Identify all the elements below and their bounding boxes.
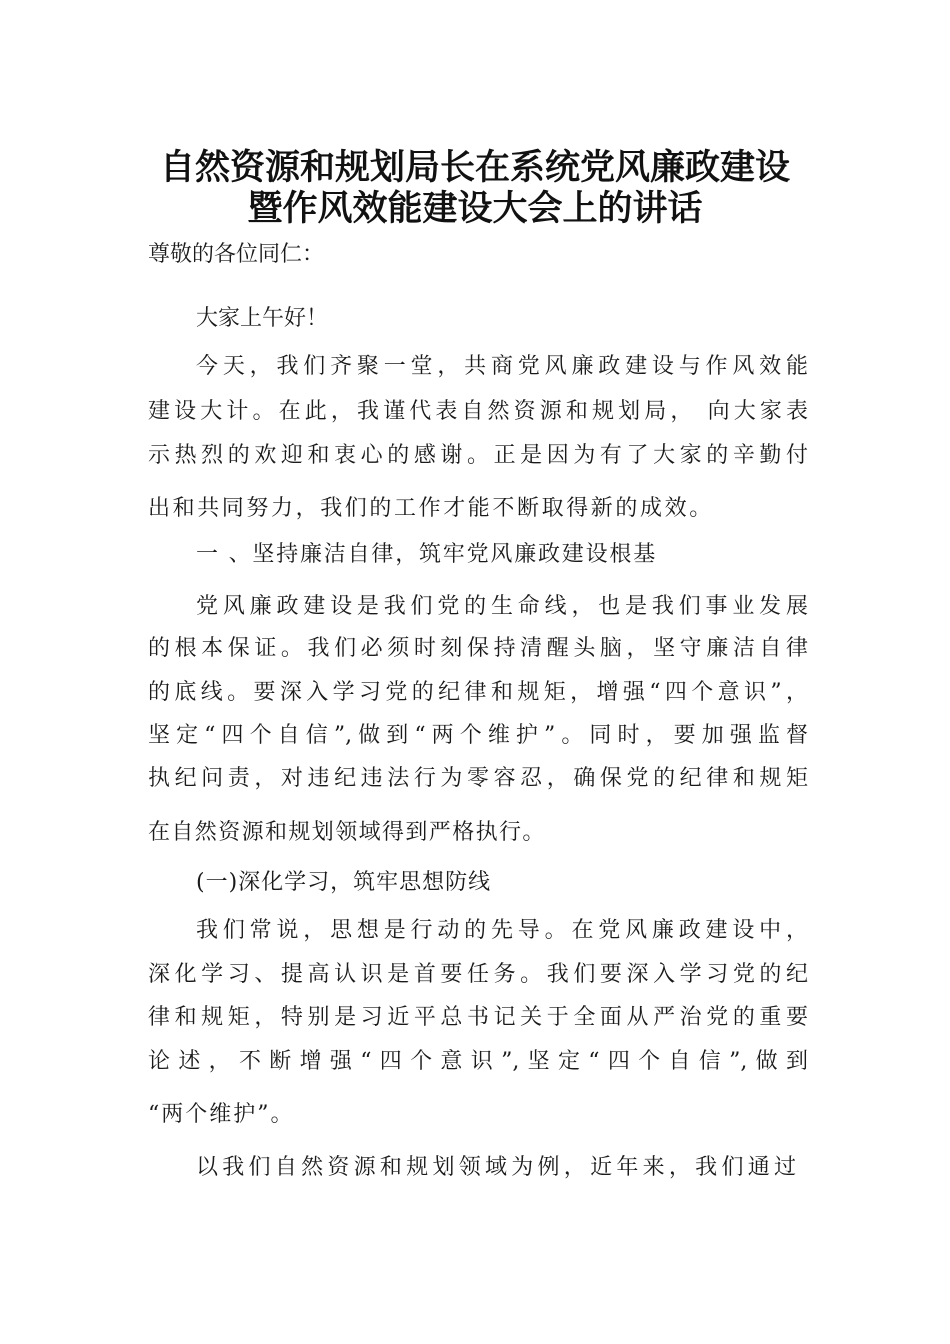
paragraph-1-line-1: 今天，我们齐聚一堂，共商党风廉政建设与作风效能 <box>196 354 808 379</box>
paragraph-2-line-6: 在自然资源和规划领域得到严格执行。 <box>148 820 546 845</box>
document-title-line-2: 暨作风效能建设大会上的讲话 <box>247 189 703 229</box>
document-title-line-1: 自然资源和规划局长在系统党风廉政建设 <box>159 148 790 188</box>
paragraph-3-line-1: 我们常说，思想是行动的先导。在党风廉政建设中， <box>196 918 808 943</box>
paragraph-1-line-2: 建设大计。在此，我谨代表自然资源和规划局， 向大家表 <box>148 399 808 424</box>
paragraph-4-line-1: 以我们自然资源和规划领域为例，近年来，我们通过 <box>196 1155 796 1180</box>
section-heading-2: (一)深化学习，筑牢思想防线 <box>196 870 492 895</box>
paragraph-2-line-5: 执纪问责，对违纪违法行为零容忍，确保党的纪律和规矩 <box>148 766 808 791</box>
section-heading-1: 一 、坚持廉洁自律，筑牢党风廉政建设根基 <box>196 542 657 567</box>
paragraph-2-line-2: 的根本保证。我们必须时刻保持清醒头脑，坚守廉洁自律 <box>148 636 808 661</box>
paragraph-2-line-3: 的底线。要深入学习党的纪律和规矩，增强“四个意识”， <box>148 680 808 705</box>
paragraph-1-line-3: 示热烈的欢迎和衷心的感谢。正是因为有了大家的辛勤付 <box>148 443 808 468</box>
paragraph-3-line-4: 论述，不断增强“四个意识”,坚定“四个自信”,做到 <box>148 1049 808 1074</box>
paragraph-2-line-4: 坚定“四个自信”,做到“两个维护”。同时，要加强监督 <box>148 723 808 748</box>
salutation: 尊敬的各位同仁： <box>148 242 325 267</box>
greeting: 大家上午好！ <box>196 306 329 331</box>
paragraph-3-line-2: 深化学习、提高认识是首要任务。我们要深入学习党的纪 <box>148 962 808 987</box>
paragraph-1-line-4: 出和共同努力，我们的工作才能不断取得新的成效。 <box>148 496 714 521</box>
paragraph-3-line-5: “两个维护”。 <box>148 1102 295 1127</box>
paragraph-2-line-1: 党风廉政建设是我们党的生命线，也是我们事业发展 <box>196 594 808 619</box>
paragraph-3-line-3: 律和规矩，特别是习近平总书记关于全面从严治党的重要 <box>148 1005 808 1030</box>
